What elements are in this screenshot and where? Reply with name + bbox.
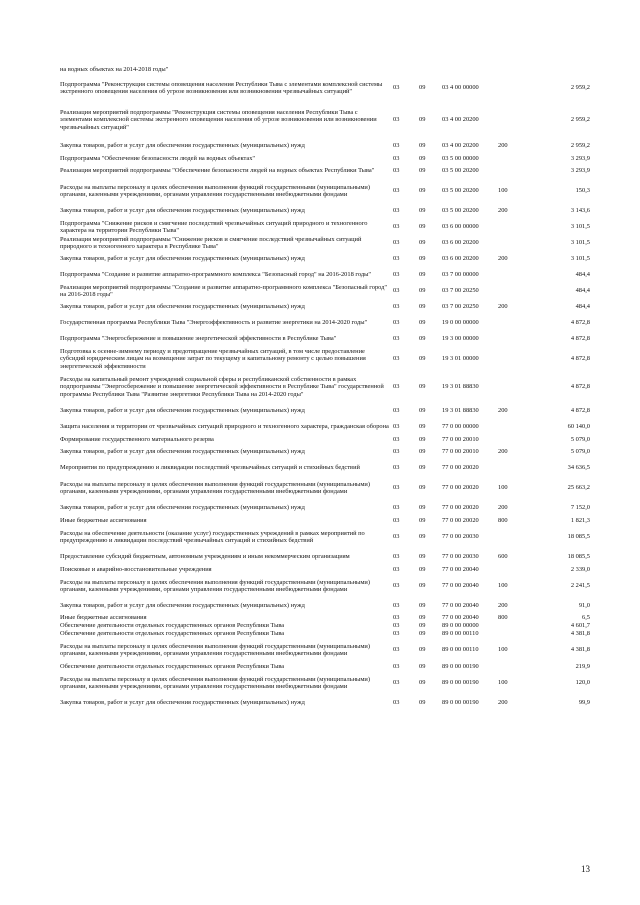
row-section-code: 03 [393,335,400,343]
row-target-article: 03 6 00 20200 [442,239,479,247]
row-description: Расходы на выплаты персоналу в целях обеспечения выполнения функций государственными (муниципальными) органами, казенными учреждениями, органами управления государственными внебюджетными фондами [60,183,370,198]
row-target-article: 77 0 00 20030 [442,533,479,541]
row-description: Реализация мероприятий подпрограммы "Создание и развитие аппаратно-программного комплекса "Безопасный город" на 2016-2018 годы" [60,283,388,298]
row-amount: 4 381,8 [570,646,590,654]
table-row [60,500,590,516]
row-section-code: 03 [393,622,400,630]
table-row [60,66,590,74]
row-target-article: 03 5 00 20200 [442,167,479,175]
row-target-article: 19 3 01 88830 [442,407,479,415]
table-row [60,435,590,444]
row-subsection-code: 09 [419,582,426,590]
row-expense-type: 200 [498,142,508,150]
row-subsection-code: 09 [419,271,426,279]
row-section-code: 03 [393,614,400,622]
row-target-article: 77 0 00 20010 [442,448,479,456]
row-subsection-code: 09 [419,167,426,175]
row-subsection-code: 09 [419,223,426,231]
row-subsection-code: 09 [419,504,426,512]
row-target-article: 03 7 00 00000 [442,271,479,279]
table-row [60,598,590,614]
row-description: Реализация мероприятий подпрограммы "Реконструкция системы оповещения населения Республики Тыва с элементами комплексной системы экстренного оповещения населения об угрозе возникновения или возникновении чрезвычайных ситуаций" [60,109,377,131]
row-section-code: 03 [393,565,400,573]
row-expense-type: 100 [498,187,508,195]
row-expense-type: 200 [498,504,508,512]
row-expense-type: 200 [498,207,508,215]
row-section-code: 03 [393,271,400,279]
row-description: Закупка товаров, работ и услуг для обеспечения государственных (муниципальных) нужд [60,255,305,263]
row-description: на водных объектах на 2014-2018 годы" [60,66,169,74]
row-section-code: 03 [393,464,400,472]
row-amount: 5 079,0 [570,448,590,456]
row-expense-type: 200 [498,255,508,263]
row-amount: 4 872,8 [570,319,590,327]
row-description: Мероприятия по предупреждению и ликвидации последствий чрезвычайных ситуаций и стихийных бедствий [60,464,360,472]
row-target-article: 03 5 00 20200 [442,207,479,215]
row-amount: 3 293,9 [570,167,590,175]
row-subsection-code: 09 [419,516,426,524]
table-row [60,154,590,163]
row-subsection-code: 09 [419,319,426,327]
row-target-article: 77 0 00 20040 [442,602,479,610]
row-subsection-code: 09 [419,335,426,343]
row-expense-type: 200 [498,303,508,311]
table-row [60,403,590,419]
row-description: Подпрограмма "Обеспечение безопасности людей на водных объектах" [60,154,256,162]
row-description: Реализация мероприятий подпрограммы "Снижение рисков и смягчение последствий чрезвычайных ситуаций природного и техногенного характера в Республике Тыва" [60,235,362,250]
table-row [60,614,590,622]
table-row [60,476,590,500]
row-target-article: 19 3 01 00000 [442,355,479,363]
row-amount: 3 293,9 [570,154,590,162]
row-expense-type: 100 [498,582,508,590]
table-row [60,251,590,267]
table-row [60,371,590,403]
table-row [60,662,590,671]
row-description: Расходы на выплаты персоналу в целях обеспечения выполнения функций государственными (муниципальными) органами, казенными учреждениями, органами управления государственными внебюджетными фондами [60,578,370,593]
row-description: Иные бюджетные ассигнования [60,516,147,524]
row-section-code: 03 [393,383,400,391]
row-description: Поисковые и аварийно-восстановительные учреждения [60,565,212,573]
row-section-code: 03 [393,602,400,610]
table-row [60,671,590,695]
row-subsection-code: 09 [419,142,426,150]
table-row [60,283,590,299]
row-amount: 5 079,0 [570,435,590,443]
row-section-code: 03 [393,553,400,561]
table-row [60,695,590,711]
row-target-article: 03 4 00 20200 [442,116,479,124]
row-expense-type: 200 [498,602,508,610]
table-row [60,549,590,565]
row-section-code: 03 [393,423,400,431]
row-amount: 484,4 [575,287,590,295]
row-description: Закупка товаров, работ и услуг для обеспечения государственных (муниципальных) нужд [60,142,305,150]
table-row [60,138,590,154]
row-amount: 3 143,6 [570,207,590,215]
row-section-code: 03 [393,142,400,150]
row-description: Закупка товаров, работ и услуг для обеспечения государственных (муниципальных) нужд [60,407,305,415]
row-target-article: 03 6 00 20200 [442,255,479,263]
table-row [60,331,590,347]
table-row [60,630,590,638]
row-amount: 2 959,2 [570,116,590,124]
row-target-article: 89 0 00 00110 [442,630,479,638]
table-row [60,574,590,598]
row-description: Расходы на выплаты персоналу в целях обеспечения выполнения функций государственными (муниципальными) органами, казенными учреждениями, органами управления государственными внебюджетными фондами [60,642,370,657]
row-section-code: 03 [393,630,400,638]
row-description: Закупка товаров, работ и услуг для обеспечения государственных (муниципальных) нужд [60,699,305,707]
row-target-article: 03 4 00 00000 [442,84,479,92]
row-section-code: 03 [393,448,400,456]
table-row [60,347,590,371]
table-row [60,219,590,235]
row-subsection-code: 09 [419,484,426,492]
row-section-code: 03 [393,319,400,327]
row-amount: 3 101,5 [570,223,590,231]
table-row [60,235,590,251]
row-subsection-code: 09 [419,630,426,638]
row-description: Обеспечение деятельности отдельных государственных органов Республики Тыва [60,622,285,630]
row-target-article: 03 6 00 00000 [442,223,479,231]
row-description: Реализация мероприятий подпрограммы "Обеспечение безопасности людей на водных объектах Республики Тыва" [60,167,375,175]
table-row [60,163,590,179]
row-subsection-code: 09 [419,303,426,311]
row-amount: 2 959,2 [570,84,590,92]
row-target-article: 89 0 00 00190 [442,699,479,707]
row-section-code: 03 [393,407,400,415]
row-description: Закупка товаров, работ и услуг для обеспечения государственных (муниципальных) нужд [60,448,305,456]
row-description: Защита населения и территории от чрезвычайных ситуаций природного и техногенного характера, гражданская оборона [60,423,389,431]
row-amount: 4 601,7 [570,622,590,630]
row-target-article: 19 3 01 88830 [442,383,479,391]
row-expense-type: 200 [498,448,508,456]
row-amount: 4 872,8 [570,355,590,363]
row-target-article: 19 3 00 00000 [442,335,479,343]
row-section-code: 03 [393,255,400,263]
row-description: Расходы на выплаты персоналу в целях обеспечения выполнения функций государственными (муниципальными) органами, казенными учреждениями, органами управления государственными внебюджетными фондами [60,480,370,495]
page-number: 13 [581,864,590,874]
row-description: Подпрограмма "Создание и развитие аппаратно-программного комплекса "Безопасный город" на 2016-2018 годы" [60,271,371,279]
row-amount: 2 339,0 [570,565,590,573]
row-amount: 6,5 [582,614,590,622]
row-subsection-code: 09 [419,448,426,456]
row-subsection-code: 09 [419,699,426,707]
row-section-code: 03 [393,187,400,195]
row-amount: 3 101,5 [570,239,590,247]
table-row [60,444,590,460]
row-target-article: 77 0 00 20040 [442,614,479,622]
row-subsection-code: 09 [419,435,426,443]
row-section-code: 03 [393,84,400,92]
row-section-code: 03 [393,223,400,231]
row-section-code: 03 [393,207,400,215]
row-amount: 3 101,5 [570,255,590,263]
row-description: Расходы на выплаты персоналу в целях обеспечения выполнения функций государственными (муниципальными) органами, казенными учреждениями, органами управления государственными внебюджетными фондами [60,675,370,690]
row-subsection-code: 09 [419,464,426,472]
row-section-code: 03 [393,355,400,363]
row-target-article: 03 7 00 20250 [442,303,479,311]
table-row [60,622,590,630]
table-row [60,203,590,219]
row-section-code: 03 [393,699,400,707]
table-row [60,267,590,283]
row-amount: 4 872,8 [570,335,590,343]
table-row [60,525,590,549]
row-expense-type: 100 [498,646,508,654]
row-description: Государственная программа Республики Тыва "Энергоэффективность и развитие энергетики на 2014-2020 годы" [60,319,368,327]
row-target-article: 89 0 00 00110 [442,646,479,654]
row-expense-type: 800 [498,614,508,622]
row-subsection-code: 09 [419,533,426,541]
row-expense-type: 800 [498,516,508,524]
table-row [60,565,590,574]
row-amount: 91,0 [578,602,590,610]
row-amount: 25 663,2 [567,484,590,492]
row-subsection-code: 09 [419,355,426,363]
row-target-article: 77 0 00 20030 [442,553,479,561]
row-subsection-code: 09 [419,154,426,162]
row-description: Закупка товаров, работ и услуг для обеспечения государственных (муниципальных) нужд [60,303,305,311]
table-row [60,516,590,525]
row-amount: 150,3 [575,187,590,195]
row-amount: 4 872,8 [570,407,590,415]
row-amount: 7 152,0 [570,504,590,512]
row-expense-type: 200 [498,699,508,707]
row-description: Закупка товаров, работ и услуг для обеспечения государственных (муниципальных) нужд [60,207,305,215]
row-section-code: 03 [393,154,400,162]
row-description: Расходы на капитальный ремонт учреждений социальной сферы и республиканской собственности в рамках подпрограммы "Энергосбережение и повышение энергетической эффективности в Республике Тыва" государственной программы Республики Тыва "Развитие энергетики Республики Тыва на 2014-2020 годы" [60,376,384,398]
row-target-article: 03 7 00 20250 [442,287,479,295]
row-target-article: 77 0 00 00000 [442,423,479,431]
row-section-code: 03 [393,646,400,654]
table-row [60,102,590,138]
row-subsection-code: 09 [419,239,426,247]
table-row [60,315,590,331]
row-subsection-code: 09 [419,255,426,263]
row-target-article: 77 0 00 20040 [442,582,479,590]
row-section-code: 03 [393,167,400,175]
row-subsection-code: 09 [419,383,426,391]
row-amount: 1 821,3 [570,516,590,524]
row-subsection-code: 09 [419,423,426,431]
row-subsection-code: 09 [419,116,426,124]
row-subsection-code: 09 [419,614,426,622]
row-section-code: 03 [393,516,400,524]
table-row [60,74,590,102]
row-description: Подпрограмма "Реконструкция системы оповещения населения Республики Тыва с элементами комплексной системы экстренного оповещения населения об угрозе возникновения или возникновении чрезвычайных ситуаций" [60,80,383,95]
row-description: Обеспечение деятельности отдельных государственных органов Республики Тыва [60,630,285,638]
row-amount: 34 636,5 [567,464,590,472]
row-target-article: 89 0 00 00190 [442,662,479,670]
row-target-article: 77 0 00 20020 [442,484,479,492]
row-subsection-code: 09 [419,553,426,561]
row-target-article: 03 5 00 00000 [442,154,479,162]
row-target-article: 77 0 00 20020 [442,516,479,524]
row-section-code: 03 [393,287,400,295]
row-subsection-code: 09 [419,207,426,215]
row-amount: 120,0 [575,679,590,687]
row-subsection-code: 09 [419,602,426,610]
row-description: Подпрограмма "Энергосбережение и повышение энергетической эффективности в Республике Тыва" [60,335,337,343]
budget-table [60,66,590,711]
row-section-code: 03 [393,662,400,670]
row-amount: 99,9 [578,699,590,707]
row-section-code: 03 [393,116,400,124]
row-expense-type: 200 [498,407,508,415]
row-target-article: 77 0 00 20020 [442,504,479,512]
table-row [60,419,590,435]
row-description: Закупка товаров, работ и услуг для обеспечения государственных (муниципальных) нужд [60,504,305,512]
row-target-article: 89 0 00 00000 [442,622,479,630]
table-row [60,179,590,203]
table-row [60,299,590,315]
row-description: Иные бюджетные ассигнования [60,614,147,622]
row-amount: 484,4 [575,303,590,311]
row-expense-type: 600 [498,553,508,561]
row-section-code: 03 [393,679,400,687]
row-subsection-code: 09 [419,565,426,573]
table-row [60,638,590,662]
row-amount: 18 085,5 [567,553,590,561]
row-section-code: 03 [393,484,400,492]
row-section-code: 03 [393,303,400,311]
row-section-code: 03 [393,533,400,541]
row-amount: 2 959,2 [570,142,590,150]
row-target-article: 03 5 00 20200 [442,187,479,195]
row-amount: 484,4 [575,271,590,279]
row-subsection-code: 09 [419,679,426,687]
row-description: Подпрограмма "Снижение рисков и смягчение последствий чрезвычайных ситуаций природного и техногенного характера на территории Республики Тыва" [60,219,368,234]
row-target-article: 77 0 00 20020 [442,464,479,472]
row-target-article: 19 0 00 00000 [442,319,479,327]
row-amount: 60 140,0 [567,423,590,431]
row-subsection-code: 09 [419,662,426,670]
row-section-code: 03 [393,504,400,512]
row-target-article: 77 0 00 20040 [442,565,479,573]
row-subsection-code: 09 [419,187,426,195]
row-section-code: 03 [393,435,400,443]
row-section-code: 03 [393,239,400,247]
row-amount: 4 381,8 [570,630,590,638]
row-target-article: 89 0 00 00190 [442,679,479,687]
row-description: Подготовка к осенне-зимнему периоду и предотвращение чрезвычайных ситуаций, в том числе предоставление субсидий юридическим лицам на возмещение затрат по текущему и капитальному ремонту с целью повышения энергетической эффективности [60,348,366,370]
row-amount: 219,9 [575,662,590,670]
row-expense-type: 100 [498,484,508,492]
row-subsection-code: 09 [419,407,426,415]
row-description: Обеспечение деятельности отдельных государственных органов Республики Тыва [60,662,285,670]
row-subsection-code: 09 [419,622,426,630]
row-section-code: 03 [393,582,400,590]
row-description: Предоставление субсидий бюджетным, автономным учреждениям и иным некоммерческим организациям [60,553,350,561]
row-description: Формирование государственного материального резерва [60,435,214,443]
row-description: Закупка товаров, работ и услуг для обеспечения государственных (муниципальных) нужд [60,602,305,610]
table-row [60,460,590,476]
row-expense-type: 100 [498,679,508,687]
row-target-article: 77 0 00 20010 [442,435,479,443]
row-amount: 2 241,5 [570,582,590,590]
table-body [60,66,590,711]
row-subsection-code: 09 [419,287,426,295]
row-target-article: 03 4 00 20200 [442,142,479,150]
row-amount: 18 085,5 [567,533,590,541]
row-amount: 4 872,8 [570,383,590,391]
row-subsection-code: 09 [419,646,426,654]
row-description: Расходы на обеспечение деятельности (оказание услуг) государственных учреждений в рамках мероприятий по предупреждению и ликвидации последствий чрезвычайных ситуаций и стихийных бедствий [60,529,365,544]
row-subsection-code: 09 [419,84,426,92]
